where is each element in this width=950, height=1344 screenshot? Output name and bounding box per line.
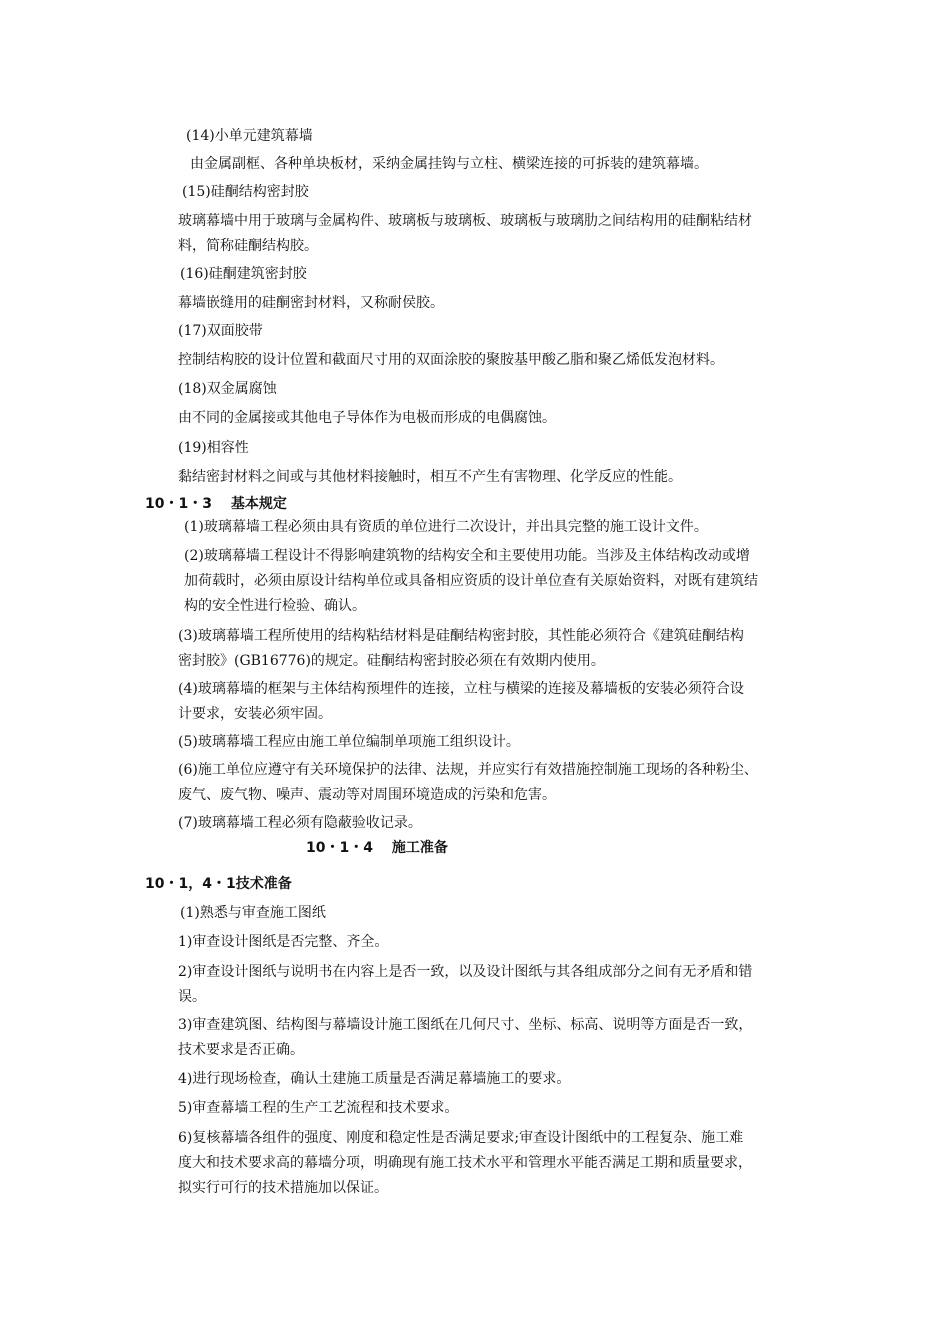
rule-3-line-1: (3)玻璃幕墙工程所使用的结构粘结材料是硅酮结构密封胶，其性能必须符合《建筑硅酮结构 xyxy=(178,628,744,644)
rule-3-line-2: 密封胶》(GB16776)的规定。硅酮结构密封胶必须在有效期内使用。 xyxy=(178,653,605,669)
rule-2-line-1: (2)玻璃幕墙工程设计不得影响建筑物的结构安全和主要使用功能。当涉及主体结构改动或增 xyxy=(184,548,750,564)
term-16-body: 幕墙嵌缝用的硅酮密封材料，又称耐侯胶。 xyxy=(178,295,444,311)
check-item-3-line-1: 3)审查建筑图、结构图与幕墙设计施工图纸在几何尺寸、坐标、标高、说明等方面是否一致， xyxy=(178,1017,753,1033)
term-17-body: 控制结构胶的设计位置和截面尺寸用的双面涂胶的聚胺基甲酸乙脂和聚乙烯低发泡材料。 xyxy=(178,352,724,368)
term-18-body: 由不同的金属接或其他电子导体作为电极而形成的电偶腐蚀。 xyxy=(178,410,556,426)
check-item-6-line-1: 6)复核幕墙各组件的强度、刚度和稳定性是否满足要求;审查设计图纸中的工程复杂、施工难 xyxy=(178,1130,744,1146)
check-item-4: 4)进行现场检查，确认土建施工质量是否满足幕墙施工的要求。 xyxy=(178,1071,571,1087)
rule-1: (1)玻璃幕墙工程必须由具有资质的单位进行二次设计，并出具完整的施工设计文件。 xyxy=(184,519,708,535)
term-17-title: (17)双面胶带 xyxy=(178,323,263,339)
check-item-6-line-3: 拟实行可行的技术措施加以保证。 xyxy=(178,1180,388,1196)
section-heading-10-1-3: 10・1・3 基本规定 xyxy=(145,496,287,512)
rule-5: (5)玻璃幕墙工程应由施工单位编制单项施工组织设计。 xyxy=(178,734,520,750)
term-14-body: 由金属副框、各种单块板材，采纳金属挂钩与立柱、横梁连接的可拆装的建筑幕墙。 xyxy=(190,156,708,172)
term-14-title: (14)小单元建筑幕墙 xyxy=(186,128,313,144)
term-16-title: (16)硅酮建筑密封胶 xyxy=(180,266,307,282)
rule-7: (7)玻璃幕墙工程必须有隐蔽验收记录。 xyxy=(178,815,422,831)
check-item-2-line-1: 2)审查设计图纸与说明书在内容上是否一致，以及设计图纸与其各组成部分之间有无矛盾和错 xyxy=(178,964,753,980)
rule-2-line-2: 加荷载时，必须由原设计结构单位或具备相应资质的设计单位查有关原始资料，对既有建筑结 xyxy=(184,573,758,589)
check-item-2-line-2: 误。 xyxy=(178,989,206,1005)
rule-4-line-2: 计要求，安装必须牢固。 xyxy=(178,706,332,722)
term-19-title: (19)相容性 xyxy=(178,440,249,456)
term-15-body-2: 料，简称硅酮结构胶。 xyxy=(178,238,318,254)
rule-6-line-1: (6)施工单位应遵守有关环境保护的法律、法规，并应实行有效措施控制施工现场的各种粉尘、 xyxy=(178,762,758,778)
term-15-body-1: 玻璃幕墙中用于玻璃与金属构件、玻璃板与玻璃板、玻璃板与玻璃肋之间结构用的硅酮粘结材 xyxy=(178,213,752,229)
prep-item-1: (1)熟悉与审查施工图纸 xyxy=(180,905,326,921)
section-heading-10-1-4: 10・1・4 施工准备 xyxy=(306,840,448,856)
check-item-6-line-2: 度大和技术要求高的幕墙分项，明确现有施工技术水平和管理水平能否满足工期和质量要求， xyxy=(178,1155,752,1171)
term-15-title: (15)硅酮结构密封胶 xyxy=(182,184,309,200)
term-19-body: 黏结密封材料之间或与其他材料接触时，相互不产生有害物理、化学反应的性能。 xyxy=(178,469,682,485)
rule-2-line-3: 构的安全性进行检验、确认。 xyxy=(184,598,366,614)
check-item-5: 5)审查幕墙工程的生产工艺流程和技术要求。 xyxy=(178,1100,459,1116)
rule-4-line-1: (4)玻璃幕墙的框架与主体结构预埋件的连接，立柱与横梁的连接及幕墙板的安装必须符合设 xyxy=(178,681,744,697)
section-heading-10-1-4-1: 10・1，4・1技术准备 xyxy=(145,876,292,892)
rule-6-line-2: 废气、废气物、噪声、震动等对周围环境造成的污染和危害。 xyxy=(178,787,556,803)
check-item-3-line-2: 技术要求是否正确。 xyxy=(178,1042,304,1058)
check-item-1: 1)审查设计图纸是否完整、齐全。 xyxy=(178,934,389,950)
term-18-title: (18)双金属腐蚀 xyxy=(178,381,277,397)
